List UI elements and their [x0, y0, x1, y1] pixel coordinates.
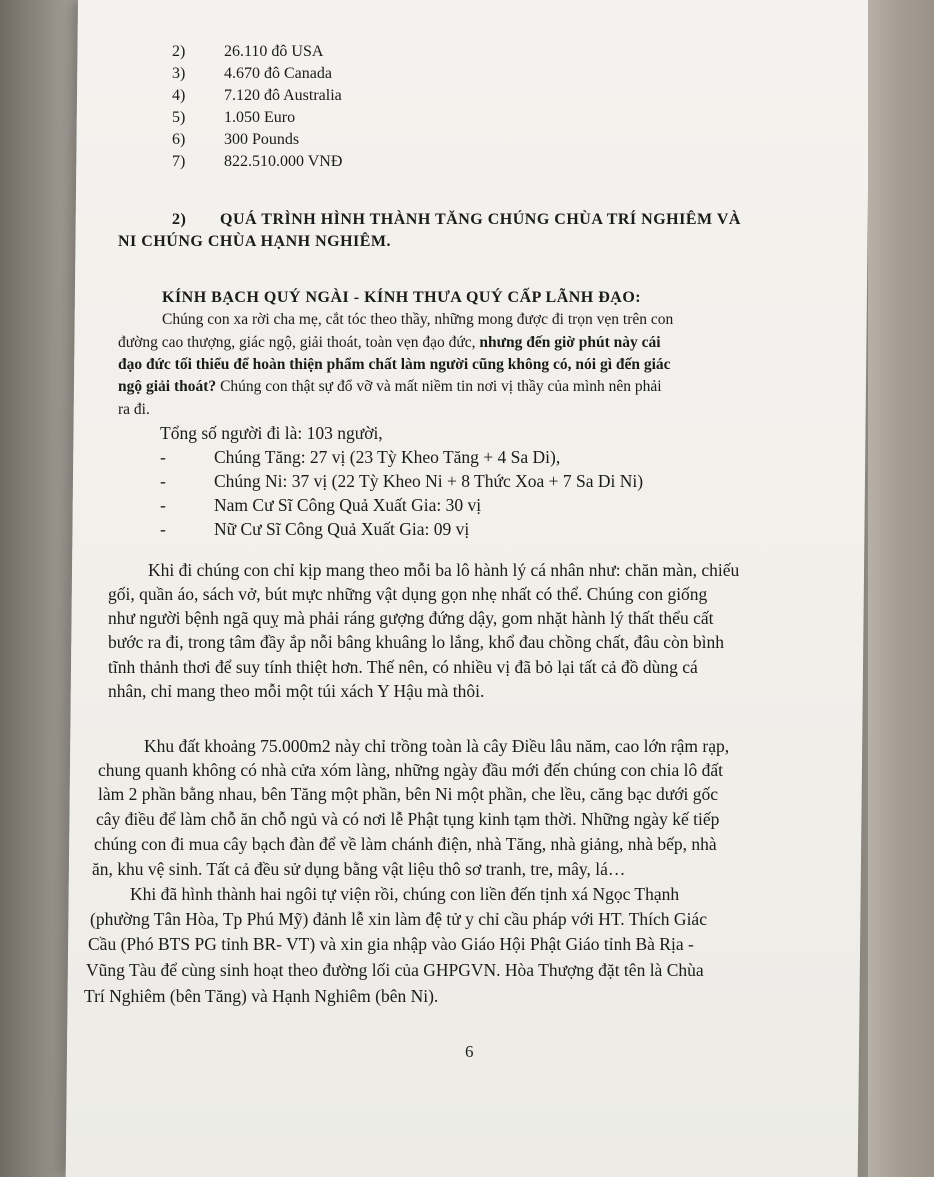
para3-line: ăn, khu vệ sinh. Tất cả đều sử dụng bằng vật liệu thô sơ tranh, tre, mây, lá… — [92, 859, 626, 879]
para4-line: Cầu (Phó BTS PG tỉnh BR- VT) và xin gia nhập vào Giáo Hội Phật Giáo tỉnh Bà Rịa - — [88, 934, 694, 954]
para3-line: làm 2 phần bằng nhau, bên Tăng một phần, bên Ni một phần, che lều, căng bạc dưới gốc — [98, 784, 719, 804]
para1-text: đường cao thượng, giác ngộ, giải thoát, toàn vẹn đạo đức, — [118, 334, 480, 351]
salutation: KÍNH BẠCH QUÝ NGÀI - KÍNH THƯA QUÝ CẤP LÃNH ĐẠO: — [162, 289, 642, 306]
list-number: 7) — [172, 153, 186, 170]
dash-bullet: - — [160, 471, 166, 491]
list-item — [172, 108, 295, 128]
para1-line — [118, 377, 662, 397]
para2-line: nhân, chỉ mang theo mỗi một túi xách Y Hậu mà thôi. — [108, 681, 485, 701]
people-item — [160, 495, 481, 515]
para1-bold-line: đạo đức tối thiểu để hoàn thiện phẩm chất làm người cũng không có, nói gì đến giác — [118, 356, 671, 373]
total-people: Tổng số người đi là: 103 người, — [160, 423, 383, 443]
para2-line: tĩnh thảnh thơi để suy tính thiệt hơn. Thế nên, có nhiều vị đã bỏ lại tất cả đồ dùng cá — [108, 657, 698, 677]
dash-bullet: - — [160, 495, 166, 515]
dash-bullet: - — [160, 519, 166, 539]
list-text: 1.050 Euro — [224, 109, 296, 126]
para4-line: (phường Tân Hòa, Tp Phú Mỹ) đảnh lễ xin làm đệ tử y chỉ cầu pháp với HT. Thích Giác — [90, 909, 707, 929]
list-item — [172, 130, 299, 150]
list-item — [172, 64, 332, 84]
people-item — [160, 519, 469, 539]
para3-line: Khu đất khoảng 75.000m2 này chỉ trồng toàn là cây Điều lâu năm, cao lớn rậm rạp, — [144, 736, 730, 756]
dash-bullet: - — [160, 447, 166, 467]
para2-line: như người bệnh ngã quỵ mà phải ráng gượng đứng dậy, gom nhặt hành lý thất thểu cất — [108, 608, 714, 628]
list-number: 3) — [172, 65, 186, 82]
list-item — [172, 152, 342, 172]
list-text: 7.120 đô Australia — [224, 87, 342, 104]
para1-text: Chúng con thật sự đổ vỡ và mất niềm tin nơi vị thầy của mình nên phải — [216, 378, 662, 395]
people-item — [160, 447, 560, 467]
para2-line: gối, quần áo, sách vở, bút mực những vật dụng gọn nhẹ nhất có thể. Chúng con giống — [108, 584, 708, 604]
para1-bold-text: nhưng đến giờ phút này cái — [479, 334, 661, 351]
list-number: 2) — [172, 43, 186, 60]
section-title-line1: QUÁ TRÌNH HÌNH THÀNH TĂNG CHÚNG CHÙA TRÍ NGHIÊM VÀ — [220, 211, 741, 228]
section-title-line2: NI CHÚNG CHÙA HẠNH NGHIÊM. — [118, 233, 392, 250]
list-number: 4) — [172, 87, 186, 104]
list-text: 300 Pounds — [224, 131, 300, 148]
list-text: 4.670 đô Canada — [224, 65, 332, 82]
list-number: 5) — [172, 109, 186, 126]
para3-line: chung quanh không có nhà cửa xóm làng, những ngày đầu mới đến chúng con chia lô đất — [98, 760, 724, 780]
people-item — [160, 471, 643, 491]
para1-bold-text: ngộ giải thoát? — [118, 378, 217, 395]
para1-line — [118, 333, 661, 353]
para2-line: Khi đi chúng con chỉ kịp mang theo mỗi ba lô hành lý cá nhân như: chăn màn, chiếu — [148, 560, 740, 580]
list-item — [172, 42, 323, 62]
list-text: 26.110 đô USA — [224, 43, 324, 60]
people-text: Chúng Tăng: 27 vị (23 Tỳ Kheo Tăng + 4 Sa Di), — [214, 447, 561, 467]
para4-line: Trí Nghiêm (bên Tăng) và Hạnh Nghiêm (bên Ni). — [84, 986, 439, 1006]
para3-line: chúng con đi mua cây bạch đàn để về làm chánh điện, nhà Tăng, nhà giảng, nhà bếp, nhà — [94, 834, 717, 854]
people-text: Nữ Cư Sĩ Công Quả Xuất Gia: 09 vị — [214, 519, 470, 539]
list-number: 6) — [172, 131, 186, 148]
people-text: Nam Cư Sĩ Công Quả Xuất Gia: 30 vị — [214, 495, 482, 515]
para4-line: Vũng Tàu để cùng sinh hoạt theo đường lối của GHPGVN. Hòa Thượng đặt tên là Chùa — [86, 960, 704, 980]
para2-line: bước ra đi, trong tâm đầy ắp nỗi bâng khuâng lo lắng, khổ đau chồng chất, đâu còn bình — [108, 632, 725, 652]
para3-line: cây điều để làm chỗ ăn chỗ ngủ và có nơi lễ Phật tụng kinh tạm thời. Những ngày kế tiếp — [96, 809, 720, 829]
page-number: 6 — [465, 1042, 474, 1061]
section-heading — [172, 210, 741, 230]
para1-line: Chúng con xa rời cha mẹ, cắt tóc theo thầy, những mong được đi trọn vẹn trên con — [162, 311, 674, 328]
list-text: 822.510.000 VNĐ — [224, 153, 343, 170]
para1-line: ra đi. — [118, 401, 150, 418]
para4-line: Khi đã hình thành hai ngôi tự viện rồi, chúng con liền đến tịnh xá Ngọc Thạnh — [130, 884, 680, 904]
list-item — [172, 86, 342, 106]
people-text: Chúng Ni: 37 vị (22 Tỳ Kheo Ni + 8 Thức Xoa + 7 Sa Di Ni) — [214, 471, 644, 491]
section-number: 2) — [172, 211, 187, 228]
